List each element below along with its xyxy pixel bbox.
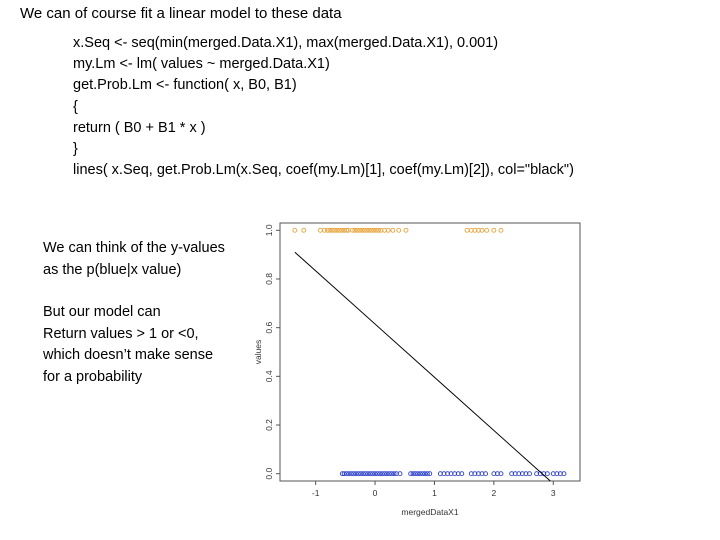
y-tick-label: 0.0 bbox=[264, 467, 274, 480]
note-line: as the p(blue|x value) bbox=[43, 261, 182, 278]
plot-frame bbox=[280, 223, 580, 481]
orange-point bbox=[499, 228, 503, 232]
x-axis-label: mergedDataX1 bbox=[401, 507, 459, 517]
code-line: { bbox=[73, 98, 78, 115]
note-line: But our model can bbox=[43, 304, 161, 320]
scatter-plot bbox=[255, 218, 595, 523]
note-line: for a probability bbox=[43, 368, 143, 385]
orange-point bbox=[485, 228, 489, 232]
y-tick-label: 0.6 bbox=[264, 321, 274, 334]
x-tick-label: 3 bbox=[550, 488, 556, 498]
x-tick-label: -1 bbox=[311, 488, 320, 498]
x-axis bbox=[312, 481, 556, 498]
code-line: get.Prob.Lm <- function( x, B0, B1) bbox=[73, 77, 297, 94]
code-line: my.Lm <- lm( values ~ merged.Data.X1) bbox=[73, 56, 330, 73]
y-tick-label: 0.4 bbox=[264, 370, 274, 383]
fit-line-group bbox=[295, 252, 550, 481]
x-tick-label: 2 bbox=[491, 488, 497, 498]
orange-point bbox=[293, 228, 297, 232]
code-line: } bbox=[73, 141, 78, 158]
slide-title: We can of course fit a linear model to these data bbox=[20, 5, 342, 22]
note-line: Return values > 1 or <0, bbox=[43, 325, 199, 342]
notes bbox=[43, 238, 225, 409]
note-paragraph bbox=[43, 302, 225, 388]
y-tick-label: 0.8 bbox=[264, 273, 274, 285]
orange-point bbox=[465, 228, 469, 232]
y-tick-label: 1.0 bbox=[264, 224, 274, 237]
code-line: lines( x.Seq, get.Prob.Lm(x.Seq, coef(my.Lm)[1], coef(my.Lm)[2]), col="black") bbox=[73, 162, 574, 179]
blue-points bbox=[340, 472, 566, 476]
note-paragraph bbox=[43, 238, 225, 281]
y-axis bbox=[264, 224, 280, 479]
x-tick-label: 0 bbox=[372, 488, 378, 498]
code-line: x.Seq <- seq(min(merged.Data.X1), max(merged.Data.X1), 0.001) bbox=[73, 35, 499, 51]
orange-point bbox=[302, 228, 306, 232]
fit-line bbox=[295, 252, 550, 481]
orange-points bbox=[293, 228, 503, 232]
orange-point bbox=[492, 228, 496, 232]
note-line: which doesn’t make sense bbox=[43, 347, 214, 363]
orange-point bbox=[318, 228, 322, 232]
y-tick-label: 0.2 bbox=[264, 419, 274, 431]
y-axis-label: values bbox=[253, 339, 263, 365]
x-tick-label: 1 bbox=[432, 488, 437, 498]
orange-point bbox=[391, 228, 395, 232]
code-block bbox=[73, 33, 574, 181]
orange-point bbox=[397, 228, 401, 232]
code-line: return ( B0 + B1 * x ) bbox=[73, 119, 206, 136]
note-line: We can think of the y-values bbox=[43, 240, 225, 256]
orange-point bbox=[404, 228, 408, 232]
